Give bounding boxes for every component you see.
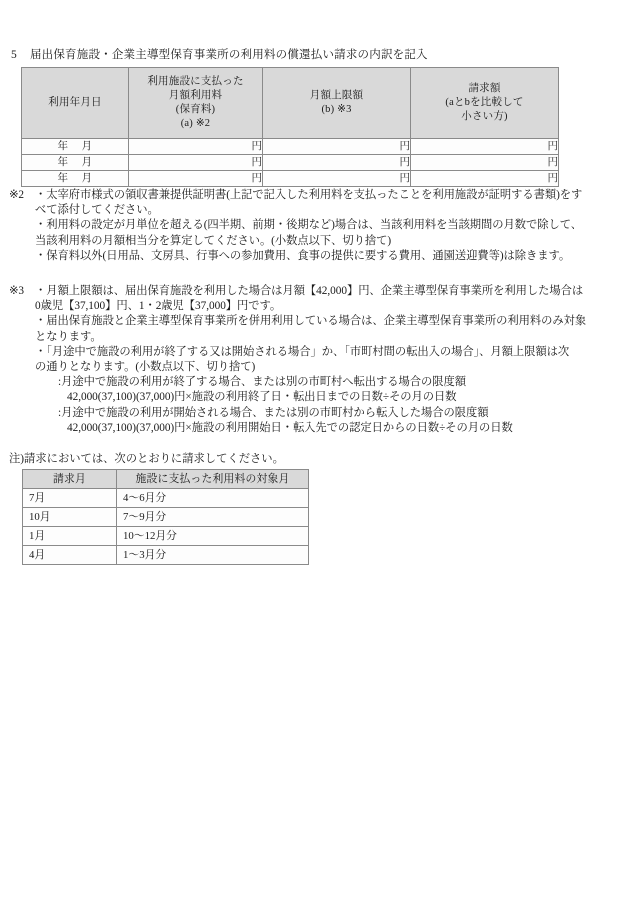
cell-use-date[interactable] [22,139,129,155]
section-heading [11,48,428,63]
header-line: (aとbを比較して [445,97,524,108]
cell-claim-month: 7月 [23,489,117,508]
note-line: ・「月途中で施設の利用が終了する又は開始される場合」か、「市町村間の転出入の場合」、月額上限額は次 [35,345,570,358]
cell-paid-fee[interactable]: 円 [129,155,263,171]
month-label: 月 [81,172,93,184]
cell-claim-amount[interactable]: 円 [411,171,559,187]
year-label: 年 [57,156,69,168]
section-title: 届出保育施設・企業主導型保育事業所の利用料の償還払い請求の内訳を記入 [29,49,428,61]
note-marker-2: ※2 [9,189,25,201]
note-line-formula: 42,000(37,100)(37,000)円×施設の利用開始日・転入先での認定日からの日数÷その月の日数 [67,421,513,434]
column-header-claim-amount [411,68,559,139]
note-line: ・届出保育施設と企業主導型保育事業所を併用利用している場合は、企業主導型保育事業所の利用料のみ対象 [35,315,587,328]
table-row [23,508,309,527]
header-line: 利用年月日 [48,97,102,108]
note-body-2 [35,188,625,264]
note-line: の通りとなります。(小数点以下、切り捨て) [35,361,256,374]
table-row [23,527,309,546]
header-line: (b) ※3 [321,104,352,115]
column-header-claim-month: 請求月 [23,470,117,489]
table-header-row [23,470,309,489]
note-line: ・太宰府市様式の領収書兼提供証明書(上記で記入した利用料を支払ったことを利用施設が証明する書類)をす [35,189,583,201]
column-header-use-date [22,68,129,139]
header-line: 月額上限額 [309,90,364,101]
note-line-condition: :月途中で施設の利用が終了する場合、または別の市町村へ転出する場合の限度額 [58,376,466,389]
column-header-paid-fee [129,68,263,139]
cell-claim-month: 4月 [23,546,117,565]
column-header-monthly-cap [263,68,411,139]
note-line-condition: :月途中で施設の利用が開始される場合、または別の市町村から転入した場合の限度額 [58,406,489,419]
claim-schedule-table [22,469,309,565]
note-marker-3: ※3 [9,285,25,297]
table-row [23,546,309,565]
cell-paid-fee[interactable]: 円 [129,171,263,187]
cell-claim-amount[interactable]: 円 [411,139,559,155]
note-line: ・利用料の設定が月単位を超える(四半期、前期・後期など)場合は、当該利用料を当該期間の月数で除して、 [35,219,583,232]
table-header-row [22,68,559,139]
cell-monthly-cap[interactable]: 円 [263,171,411,187]
note-line: ・月額上限額は、届出保育施設を利用した場合は月額【42,000】円、企業主導型保育事業所を利用した場合は [35,285,584,297]
note-line: べて添付してください。 [35,204,159,217]
table-row[interactable] [22,139,559,155]
note-line-formula: 42,000(37,100)(37,000)円×施設の利用終了日・転出日までの日数÷その月の日数 [67,391,457,404]
cell-target-month: 10～12月分 [117,527,309,546]
section-number: 5 [11,49,17,61]
header-line: (保育料) [175,104,216,115]
column-header-target-month: 施設に支払った利用料の対象月 [117,470,309,489]
cell-claim-amount[interactable]: 円 [411,155,559,171]
cell-target-month: 4～6月分 [117,489,309,508]
claim-breakdown-table [21,67,559,187]
table-row[interactable] [22,155,559,171]
cell-use-date[interactable] [22,155,129,171]
cell-monthly-cap[interactable]: 円 [263,139,411,155]
month-label: 月 [81,140,93,152]
cell-target-month: 1～3月分 [117,546,309,565]
note-block-3 [9,284,625,436]
cell-claim-month: 10月 [23,508,117,527]
year-label: 年 [57,140,69,152]
note-block-2 [9,188,625,264]
header-line: 月額利用料 [168,90,223,101]
cell-monthly-cap[interactable]: 円 [263,155,411,171]
claim-schedule-note: 注)請求においては、次のとおりに請求してください。 [9,453,284,465]
cell-target-month: 7～9月分 [117,508,309,527]
cell-paid-fee[interactable]: 円 [129,139,263,155]
note-line: ・保育料以外(日用品、文房具、行事への参加費用、食事の提供に要する費用、通園送迎費等)は除きます。 [35,249,571,262]
cell-claim-month: 1月 [23,527,117,546]
table-row[interactable] [22,171,559,187]
month-label: 月 [81,156,93,168]
cell-use-date[interactable] [22,171,129,187]
header-line: 請求額 [468,83,501,94]
header-line: 利用施設に支払った [147,76,244,87]
table-row [23,489,309,508]
note-line: 0歳児【37,100】円、1・2歳児【37,000】円です。 [35,300,282,313]
year-label: 年 [57,172,69,184]
note-line: となります。 [35,330,102,343]
note-line: 当該利用料の月額相当分を算定してください。(小数点以下、切り捨て) [35,234,392,247]
note-body-3 [35,284,625,436]
header-line: (a) ※2 [180,118,211,129]
header-line: 小さい方) [461,111,508,122]
